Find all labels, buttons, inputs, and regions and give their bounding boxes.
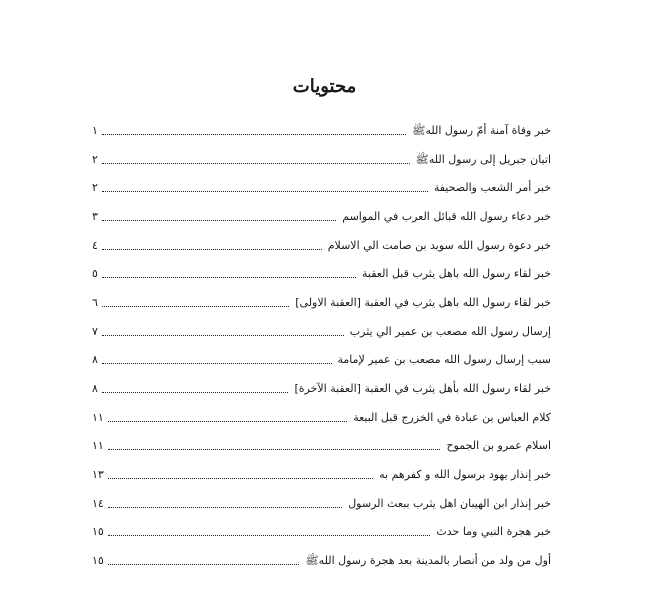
dot-leader xyxy=(108,535,431,536)
toc-entry-title: أول من ولد من أنصار بالمدينة بعد هجرة رسول اللهﷺ xyxy=(305,554,551,568)
dot-leader xyxy=(102,306,289,307)
toc-entry[interactable] xyxy=(92,173,551,202)
toc-entry[interactable] xyxy=(92,518,551,547)
toc-entry-title: خبر إنذار ابن الهيبان اهل يثرب ببعث الرسول xyxy=(348,496,551,510)
dot-leader xyxy=(102,163,410,164)
toc-entry-page-number: ٦ xyxy=(92,295,98,309)
toc-entry[interactable] xyxy=(92,145,551,174)
toc-entry-title: كلام العباس بن عبادة في الخزرج قبل البيعة xyxy=(353,410,551,424)
toc-entry-title: إرسال رسول الله مصعب بن عمير الي يثرب xyxy=(349,324,551,338)
dot-leader xyxy=(102,363,332,364)
dot-leader xyxy=(108,564,300,565)
dot-leader xyxy=(102,335,344,336)
toc-entry-title: خبر أمر الشعب والصحيفة xyxy=(433,181,551,195)
toc-entry-page-number: ٥ xyxy=(92,267,98,281)
toc-entry-page-number: ٣ xyxy=(92,209,98,223)
toc-entry-page-number: ١٥ xyxy=(92,554,104,568)
dot-leader xyxy=(108,478,373,479)
toc-entry[interactable] xyxy=(92,317,551,346)
toc-entry-title: خبر لقاء رسول الله باهل يثرب قبل العقبة xyxy=(361,267,551,281)
toc-list xyxy=(92,116,551,575)
toc-entry-page-number: ١ xyxy=(92,123,98,137)
toc-entry-title: خبر لقاء رسول الله باهل يثرب في العقبة [العقبة الاولى] xyxy=(295,295,551,309)
dot-leader xyxy=(102,220,336,221)
toc-entry-title: خبر وفاة آمنة أمّ رسول اللهﷺ xyxy=(412,123,551,137)
dot-leader xyxy=(102,277,356,278)
dot-leader xyxy=(108,507,342,508)
dot-leader xyxy=(108,449,441,450)
toc-entry[interactable] xyxy=(92,374,551,403)
dot-leader xyxy=(102,392,289,393)
toc-entry-title: اسلام عمرو بن الجموح xyxy=(446,439,551,453)
toc-entry[interactable] xyxy=(92,546,551,575)
toc-entry[interactable] xyxy=(92,231,551,260)
toc-entry[interactable] xyxy=(92,116,551,145)
toc-entry-page-number: ٢ xyxy=(92,181,98,195)
toc-entry-title: خبر لقاء رسول الله بأهل يثرب في العقبة [العقبة الآخرة] xyxy=(294,382,551,396)
toc-entry-title: خبر دعوة رسول الله سويد بن صامت الي الاسلام xyxy=(327,238,551,252)
toc-entry-title: سبب إرسال رسول الله مصعب بن عمير لإمامة xyxy=(337,353,551,367)
toc-entry-page-number: ٨ xyxy=(92,382,98,396)
toc-entry-page-number: ٢ xyxy=(92,152,98,166)
toc-entry-page-number: ١٥ xyxy=(92,525,104,539)
toc-entry-page-number: ١١ xyxy=(92,410,104,424)
toc-entry[interactable] xyxy=(92,259,551,288)
toc-entry[interactable] xyxy=(92,432,551,461)
dot-leader xyxy=(102,191,428,192)
dot-leader xyxy=(102,134,406,135)
dot-leader xyxy=(108,421,347,422)
toc-entry-title: اتيان جبريل إلى رسول اللهﷺ xyxy=(415,152,551,166)
toc-entry-title: خبر إنذار يهود برسول الله و كفرهم به xyxy=(379,468,551,482)
toc-entry[interactable] xyxy=(92,346,551,375)
toc-entry-title: خبر دعاء رسول الله قبائل العرب في المواسم xyxy=(342,209,551,223)
toc-entry[interactable] xyxy=(92,489,551,518)
toc-entry-title: خبر هجرة النبي وما حدث xyxy=(436,525,551,539)
dot-leader xyxy=(102,249,322,250)
toc-title: محتویات xyxy=(292,76,357,97)
toc-entry[interactable] xyxy=(92,288,551,317)
toc-entry[interactable] xyxy=(92,460,551,489)
toc-entry-page-number: ٤ xyxy=(92,238,98,252)
toc-entry[interactable] xyxy=(92,403,551,432)
toc-entry-page-number: ١٣ xyxy=(92,468,104,482)
toc-entry[interactable] xyxy=(92,202,551,231)
toc-entry-page-number: ١٤ xyxy=(92,496,104,510)
toc-entry-page-number: ١١ xyxy=(92,439,104,453)
toc-entry-page-number: ٧ xyxy=(92,324,98,338)
toc-entry-page-number: ٨ xyxy=(92,353,98,367)
